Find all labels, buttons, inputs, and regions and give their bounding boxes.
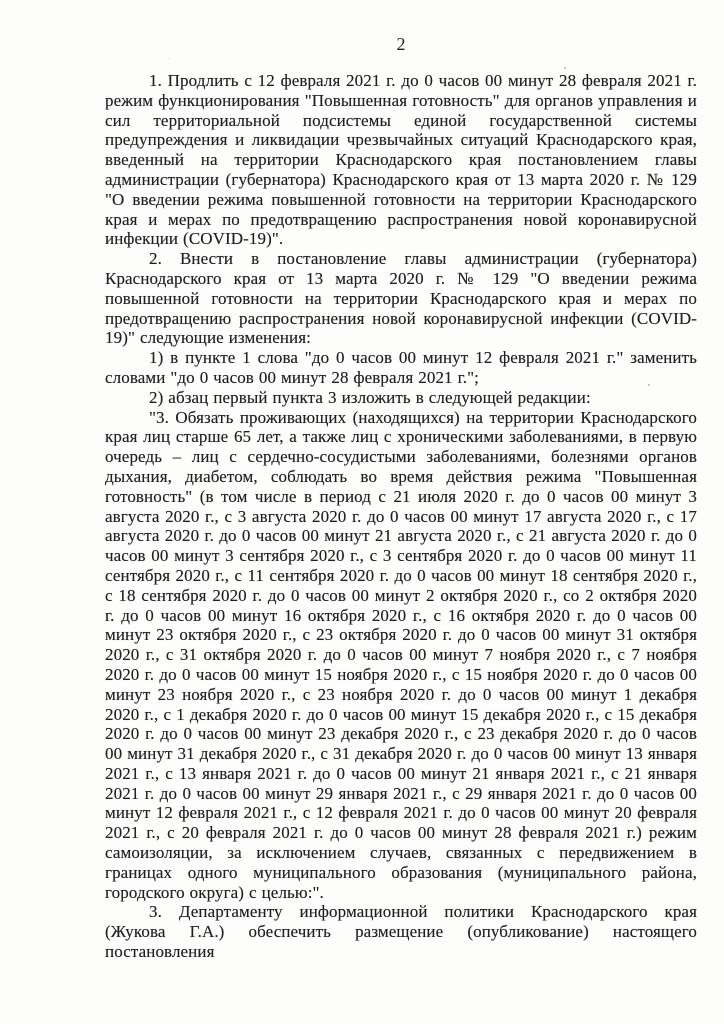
paragraph-resolution-3: 3. Департаменту информационной политики Краснодарского края (Жукова Г.А.) обеспечить размещение (опубликование) настоящего постановления bbox=[105, 902, 697, 962]
paragraph-amendment-1: 1) в пункте 1 слова "до 0 часов 00 минут 12 февраля 2021 г." заменить словами "до 0 часов 00 минут 28 февраля 2021 г."; bbox=[105, 348, 697, 387]
paragraph-resolution-2: 2. Внести в постановление главы администрации (губернатора) Краснодарского края от 13 марта 2020 г. № 129 "О введении режима повышенной готовности на территории Краснодарского края и мерах по предотвращению распространения новой коронавирусной инфекции (COVID-19)" следующие изменения: bbox=[105, 249, 697, 348]
paragraph-new-wording-point-3: "3. Обязать проживающих (находящихся) на территории Краснодарского края лиц старше 65 лет, а также лиц с хроническими заболеваниями, в первую очередь – лиц с сердечно-сосудистыми заболеваниями, болезнями органов дыхания, диабетом, соблюдать во время действия режима "Повышенная готовность" (в том числе в период с 21 июля 2020 г. до 0 часов 00 минут 3 августа 2020 г., с 3 августа 2020 г. до 0 часов 00 минут 17 августа 2020 г., с 17 августа 2020 г. до 0 часов 00 минут 21 августа 2020 г., с 21 августа 2020 г. до 0 часов 00 минут 3 сентября 2020 г., с 3 сентября 2020 г. до 0 часов 00 минут 11 сентября 2020 г., с 11 сентября 2020 г. до 0 часов 00 минут 18 сентября 2020 г., с 18 сентября 2020 г. до 0 часов 00 минут 2 октября 2020 г., со 2 октября 2020 г. до 0 часов 00 минут 16 октября 2020 г., с 16 октября 2020 г. до 0 часов 00 минут 23 октября 2020 г., с 23 октября 2020 г. до 0 часов 00 минут 31 октября 2020 г., с 31 октября 2020 г. до 0 часов 00 минут 7 ноября 2020 г., с 7 ноября 2020 г. до 0 часов 00 минут 15 ноября 2020 г., с 15 ноября 2020 г. до 0 часов 00 минут 23 ноября 2020 г., с 23 ноября 2020 г. до 0 часов 00 минут 1 декабря 2020 г., с 1 декабря 2020 г. до 0 часов 00 минут 15 декабря 2020 г., с 15 декабря 2020 г. до 0 часов 00 минут 23 декабря 2020 г., с 23 декабря 2020 г. до 0 часов 00 минут 31 декабря 2020 г., с 31 декабря 2020 г. до 0 часов 00 минут 13 января 2021 г., с 13 января 2021 г. до 0 часов 00 минут 21 января 2021 г., с 21 января 2021 г. до 0 часов 00 минут 29 января 2021 г., с 29 января 2021 г. до 0 часов 00 минут 12 февраля 2021 г., с 12 февраля 2021 г. до 0 часов 00 минут 20 февраля 2021 г., с 20 февраля 2021 г. до 0 часов 00 минут 28 февраля 2021 г.) режим самоизоляции, за исключением случаев, связанных с передвижением в границах одного муниципального образования (муниципального района, городского округа) с целью:". bbox=[105, 407, 697, 902]
scan-speckle bbox=[564, 67, 566, 69]
document-body bbox=[105, 71, 697, 962]
page-number: 2 bbox=[396, 34, 406, 54]
scan-speckle bbox=[168, 58, 170, 59]
paragraph-resolution-1: 1. Продлить с 12 февраля 2021 г. до 0 часов 00 минут 28 февраля 2021 г. режим функционирования "Повышенная готовность" для органов управления и сил территориальной подсистемы единой государственной системы предупреждения и ликвидации чрезвычайных ситуаций Краснодарского края, введенный на территории Краснодарского края постановлением главы администрации (губернатора) Краснодарского края от 13 марта 2020 г. № 129 "О введении режима повышенной готовности на территории Краснодарского края и мерах по предотвращению распространения новой коронавирусной инфекции (COVID-19)". bbox=[105, 71, 697, 249]
scan-speckle bbox=[648, 384, 650, 386]
paragraph-amendment-2: 2) абзац первый пункта 3 изложить в следующей редакции: bbox=[149, 387, 591, 407]
